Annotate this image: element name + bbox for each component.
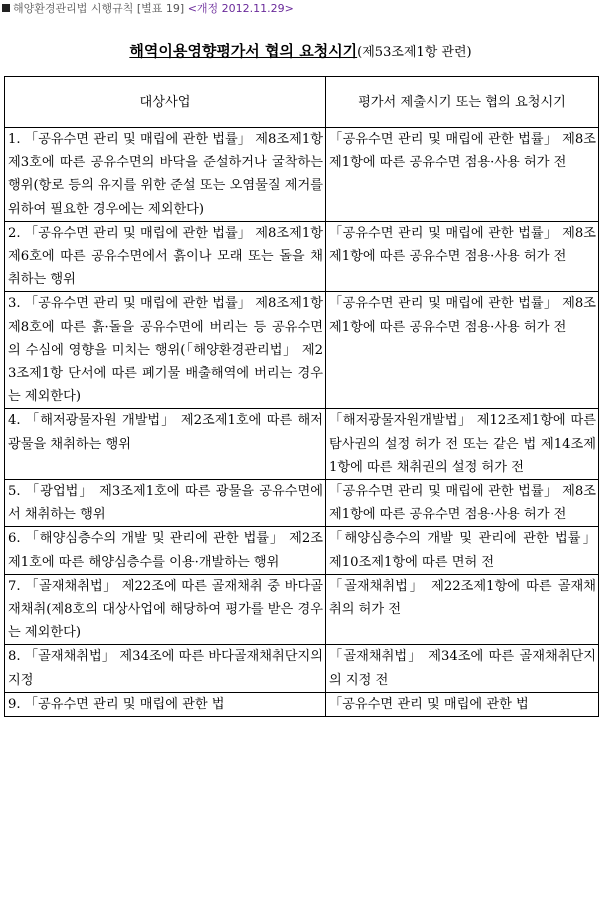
row-1-timing: 「공유수면 관리 및 매립에 관한 법률」 제8조제1항에 따른 공유수면 점용·사용 허가 전 xyxy=(326,128,599,222)
row-5-subject: 5. 「광업법」 제3조제1호에 따른 광물을 공유수면에서 채취하는 행위 xyxy=(5,480,326,527)
title-sub: (제53조제1항 관련) xyxy=(357,45,472,60)
row-1-subject: 1. 「공유수면 관리 및 매립에 관한 법률」 제8조제1항제3호에 따른 공유수면의 바닥을 준설하거나 굴착하는 행위(항로 등의 유지를 위한 준설 또는 오염물질 제거를 위하여 필요한 경우에는 제외한다) xyxy=(5,128,326,222)
document-header xyxy=(0,0,294,16)
row-3-timing: 「공유수면 관리 및 매립에 관한 법률」 제8조제1항에 따른 공유수면 점용·사용 허가 전 xyxy=(326,292,599,409)
row-2-subject: 2. 「공유수면 관리 및 매립에 관한 법률」 제8조제1항제6호에 따른 공유수면에서 흙이나 모래 또는 돌을 채취하는 행위 xyxy=(5,221,326,292)
square-bullet-icon xyxy=(2,4,10,12)
table-row xyxy=(5,128,599,222)
document-title xyxy=(0,40,601,61)
row-8-timing: 「골재채취법」 제34조에 따른 골재채취단지의 지정 전 xyxy=(326,645,599,692)
table-row xyxy=(5,574,599,645)
row-3-subject: 3. 「공유수면 관리 및 매립에 관한 법률」 제8조제1항제8호에 따른 흙·돌을 공유수면에 버리는 등 공유수면의 수심에 영향을 미치는 행위(「해양환경관리법」 제23조제1항 단서에 따른 폐기물 배출해역에 버리는 경우는 제외한다) xyxy=(5,292,326,409)
title-main: 해역이용영향평가서 협의 요청시기 xyxy=(129,42,358,60)
row-6-subject: 6. 「해양심층수의 개발 및 관리에 관한 법률」 제2조제1호에 따른 해양심층수를 이용·개발하는 행위 xyxy=(5,527,326,574)
row-9-subject: 9. 「공유수면 관리 및 매립에 관한 법 xyxy=(5,692,326,716)
table-row xyxy=(5,692,599,716)
table-row xyxy=(5,409,599,480)
col-header-subject: 대상사업 xyxy=(5,77,326,128)
table-header-row xyxy=(5,77,599,128)
row-6-timing: 「해양심층수의 개발 및 관리에 관한 법률」 제10조제1항에 따른 면허 전 xyxy=(326,527,599,574)
table-row xyxy=(5,292,599,409)
table-row xyxy=(5,480,599,527)
row-7-timing: 「골재채취법」 제22조제1항에 따른 골재채취의 허가 전 xyxy=(326,574,599,645)
row-7-subject: 7. 「골재채취법」 제22조에 따른 골재채취 중 바다골재채취(제8호의 대상사업에 해당하여 평가를 받은 경우는 제외한다) xyxy=(5,574,326,645)
table-row xyxy=(5,645,599,692)
row-4-subject: 4. 「해저광물자원 개발법」 제2조제1호에 따른 해저광물을 채취하는 행위 xyxy=(5,409,326,480)
consultation-timing-table xyxy=(4,76,599,717)
col-header-timing: 평가서 제출시기 또는 협의 요청시기 xyxy=(326,77,599,128)
row-9-timing: 「공유수면 관리 및 매립에 관한 법 xyxy=(326,692,599,716)
row-5-timing: 「공유수면 관리 및 매립에 관한 법률」 제8조제1항에 따른 공유수면 점용·사용 허가 전 xyxy=(326,480,599,527)
row-4-timing: 「해저광물자원개발법」 제12조제1항에 따른 탐사권의 설정 허가 전 또는 같은 법 제14조제1항에 따른 채취권의 설정 허가 전 xyxy=(326,409,599,480)
table-row xyxy=(5,527,599,574)
revision-date: <개정 2012.11.29> xyxy=(187,2,294,15)
row-2-timing: 「공유수면 관리 및 매립에 관한 법률」 제8조제1항에 따른 공유수면 점용·사용 허가 전 xyxy=(326,221,599,292)
table-row xyxy=(5,221,599,292)
row-8-subject: 8. 「골재채취법」 제34조에 따른 바다골재채취단지의 지정 xyxy=(5,645,326,692)
header-text: 해양환경관리법 시행규칙 [별표 19] xyxy=(13,2,185,15)
